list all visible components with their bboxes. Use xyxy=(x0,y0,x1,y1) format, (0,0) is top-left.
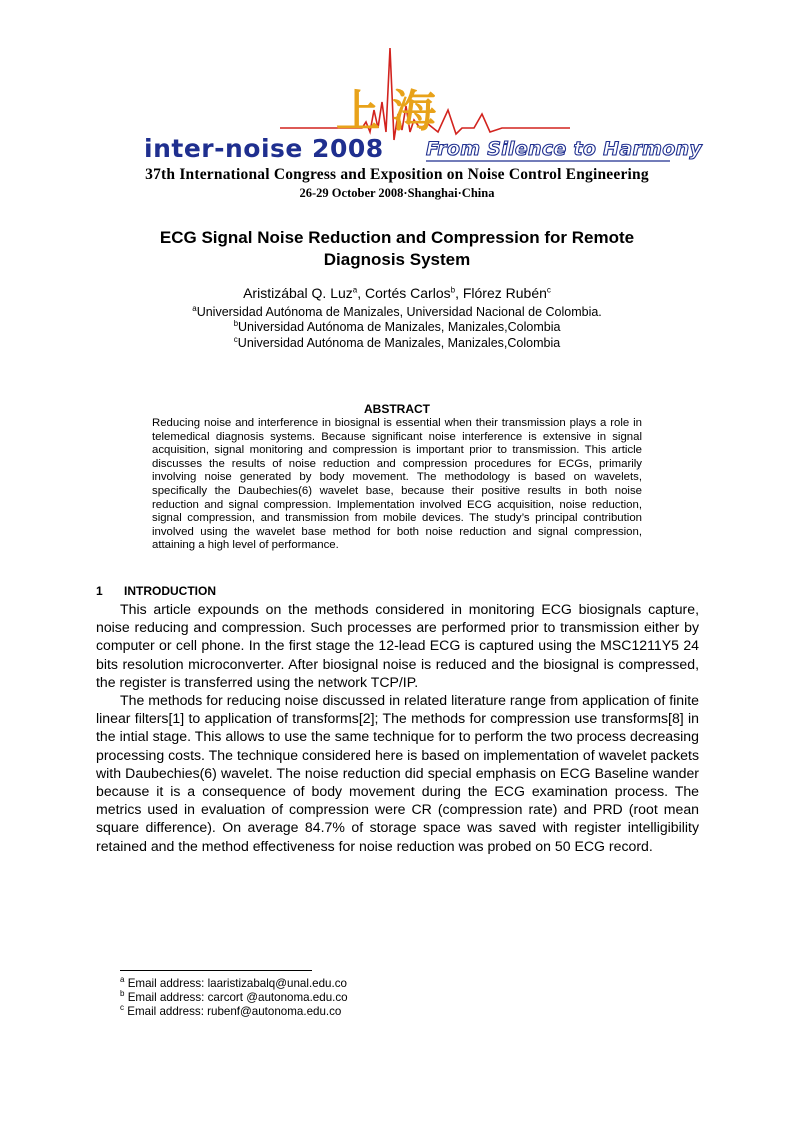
abstract-heading: ABSTRACT xyxy=(364,402,430,416)
affiliation-text: Universidad Autónoma de Manizales, Manizales,Colombia xyxy=(238,320,561,334)
author-mark: a xyxy=(352,285,358,295)
author-list xyxy=(0,285,794,301)
footnote-text: Email address: rubenf@autonoma.edu.co xyxy=(127,1005,342,1018)
logo-chinese-text: 上海 xyxy=(336,86,448,137)
author-mark: b xyxy=(450,285,456,295)
logo-brand-text: inter-noise 2008 xyxy=(144,134,384,163)
affiliation-b xyxy=(0,320,794,334)
paragraph: This article expounds on the methods considered in monitoring ECG biosignals capture, noise reducing and compression. Such processes are performed prior to transmission either by computer or cell phone. In the first stage the 12-lead ECG is captured using the MSC1211Y5 24 bits resolution microconverter. After biosignal noise is reduced and the biosignal is compressed, the register is transferred using the network TCP/IP. xyxy=(96,601,699,690)
abstract-text: Reducing noise and interference in biosignal is essential when their transmission plays a role in telemedical diagnosis systems. Because significant noise interference is extensive in signal acquisition, signal monitoring and compression is important prior to transmission. This article discusses the results of noise reduction and compression procedures for ECGs, primarily involving noise generated by body movement. The methodology is based on wavelets, specifically the Daubechies(6) wavelet base, because their positive results in both noise reduction and signal compression. Implementation involved ECG acquisition, noise reduction, signal compression, and transmission from mobile devices. The study’s principal contribution involved using the wavelet base method for both noise reduction and signal compression, attaining a high level of performance. xyxy=(152,417,642,552)
introduction-body xyxy=(96,600,699,855)
author-name: Flórez Rubén xyxy=(462,285,547,301)
footnote-text: Email address: carcort @autonoma.edu.co xyxy=(127,991,348,1004)
title-line-1: ECG Signal Noise Reduction and Compression for Remote xyxy=(159,228,635,247)
congress-name: 37th International Congress and Exposition on Noise Control Engineering xyxy=(145,166,649,183)
affiliation-text: Universidad Autónoma de Manizales, Manizales,Colombia xyxy=(237,336,561,350)
author-separator: , xyxy=(357,285,366,301)
affiliation-text: Universidad Autónoma de Manizales, Universidad Nacional de Colombia. xyxy=(196,305,602,319)
conference-logo xyxy=(130,40,703,166)
affiliation-mark: a xyxy=(192,303,197,313)
footnote-mark: c xyxy=(120,1003,124,1013)
paper-title xyxy=(120,227,674,271)
author-name: Cortés Carlos xyxy=(365,285,451,301)
affiliation-a xyxy=(0,305,794,319)
section-heading xyxy=(96,584,216,598)
footnote-text: Email address: laaristizabalq@unal.edu.co xyxy=(127,977,347,990)
author-name: Aristizábal Q. Luz xyxy=(243,285,353,301)
footnote-mark: b xyxy=(120,989,125,999)
footnote xyxy=(120,991,348,1005)
affiliation-mark: b xyxy=(233,318,239,328)
logo-slogan-text: From Silence to Harmony xyxy=(426,138,703,160)
footnotes xyxy=(120,977,348,1019)
footnote-mark: a xyxy=(120,975,125,985)
author-mark: c xyxy=(546,285,551,295)
title-line-2: Diagnosis System xyxy=(323,250,471,269)
footnote xyxy=(120,1005,348,1019)
footnote xyxy=(120,977,348,991)
section-number: 1 xyxy=(96,584,103,598)
section-title: INTRODUCTION xyxy=(124,584,216,598)
congress-date-place: 26-29 October 2008·Shanghai·China xyxy=(299,186,495,200)
paragraph: The methods for reducing noise discussed in related literature range from application of finite linear filters[1] to application of transforms[2]; The methods for compression use transforms[8] in the intial stage. This allows to use the same technique for to perform the two process decreasing processing costs. The technique considered here is based on implementation of wavelet packets with Daubechies(6) wavelet. The noise reduction did special emphasis on ECG Baseline wander because it is a consequence of body movement during the ECG examination process. The metrics used in evaluation of compression were CR (compression rate) and PRD (root mean square difference). On average 84.7% of storage space was saved with register intelligibility retained and the method effectiveness for noise reduction was probed on 50 ECG record. xyxy=(96,692,699,854)
footnote-divider xyxy=(120,970,312,971)
author-separator: , xyxy=(455,285,463,301)
affiliation-mark: c xyxy=(233,334,238,344)
affiliation-c xyxy=(0,336,794,350)
